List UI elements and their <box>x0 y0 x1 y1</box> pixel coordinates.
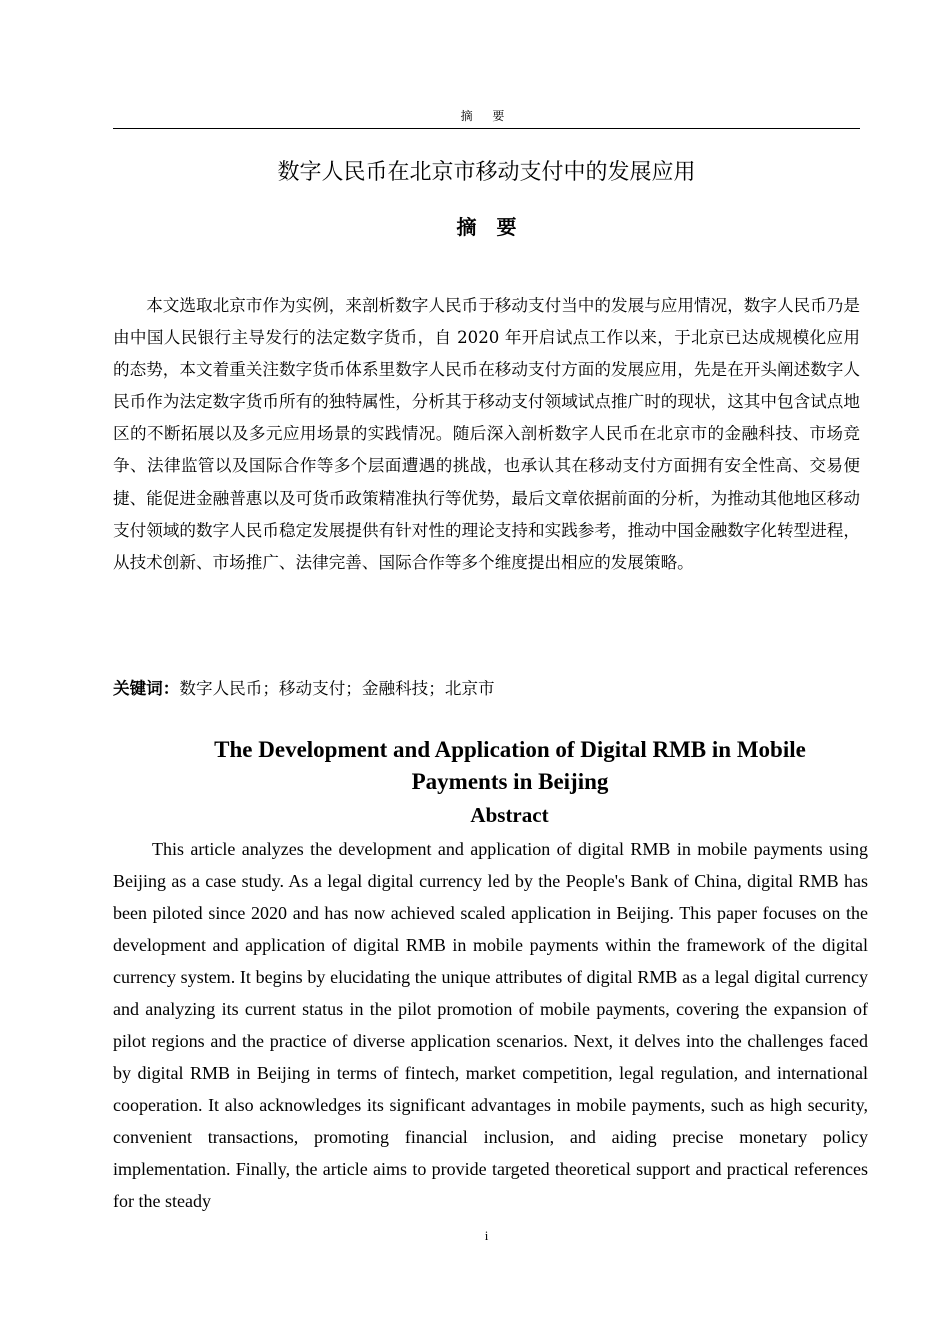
chinese-abstract-body: 本文选取北京市作为实例，来剖析数字人民币于移动支付当中的发展与应用情况，数字人民币乃是由中国人民银行主导发行的法定数字货币，自 2020 年开启试点工作以来，于北京已达成规模化应用的态势，本文着重关注数字货币体系里数字人民币在移动支付方面的发展应用，先是在开头阐述数字人民币作为法定数字货币所有的独特属性，分析其于移动支付领域试点推广时的现状，这其中包含试点地区的不断拓展以及多元应用场景的实践情况。随后深入剖析数字人民币在北京市的金融科技、市场竞争、法律监管以及国际合作等多个层面遭遇的挑战，也承认其在移动支付方面拥有安全性高、交易便捷、能促进金融普惠以及可货币政策精准执行等优势，最后文章依据前面的分析，为推动其他地区移动支付领域的数字人民币稳定发展提供有针对性的理论支持和实践参考，推动中国金融数字化转型进程，从技术创新、市场推广、法律完善、国际合作等多个维度提出相应的发展策略。 <box>113 296 860 572</box>
english-title-line-1: The Development and Application of Digital RMB in Mobile <box>214 737 806 762</box>
running-header: 摘 要 <box>460 109 513 123</box>
english-abstract-body: This article analyzes the development and application of digital RMB in mobile payments using Beijing as a case study. As a legal digital currency led by the People's Bank of China, digital RMB has been piloted since 2020 and has now achieved scaled application in Beijing. This paper focuses on the development and application of digital RMB in mobile payments within the framework of the digital currency system. It begins by elucidating the unique attributes of digital RMB as a legal digital currency and analyzing its current status in the pilot promotion of mobile payments, covering the expansion of pilot regions and the practice of diverse application scenarios. Next, it delves into the challenges faced by digital RMB in Beijing in terms of fintech, market competition, legal regulation, and international cooperation. It also acknowledges its significant advantages in mobile payments, such as high security, convenient transactions, promoting financial inclusion, and aiding precise monetary policy implementation. Finally, the article aims to provide targeted theoretical support and practical references for the steady <box>113 839 868 1211</box>
chinese-abstract-heading: 摘要 <box>456 215 537 239</box>
keywords-label: 关键词： <box>113 679 180 698</box>
chinese-title: 数字人民币在北京市移动支付中的发展应用 <box>277 160 696 185</box>
page-number: i <box>484 1228 489 1243</box>
keywords-list: 数字人民币；移动支付；金融科技；北京市 <box>179 679 495 698</box>
english-title <box>160 734 860 798</box>
english-abstract-heading: Abstract <box>470 803 549 827</box>
header-rule <box>113 128 860 129</box>
english-title-line-2: Payments in Beijing <box>411 769 609 794</box>
chinese-keywords <box>113 674 860 704</box>
